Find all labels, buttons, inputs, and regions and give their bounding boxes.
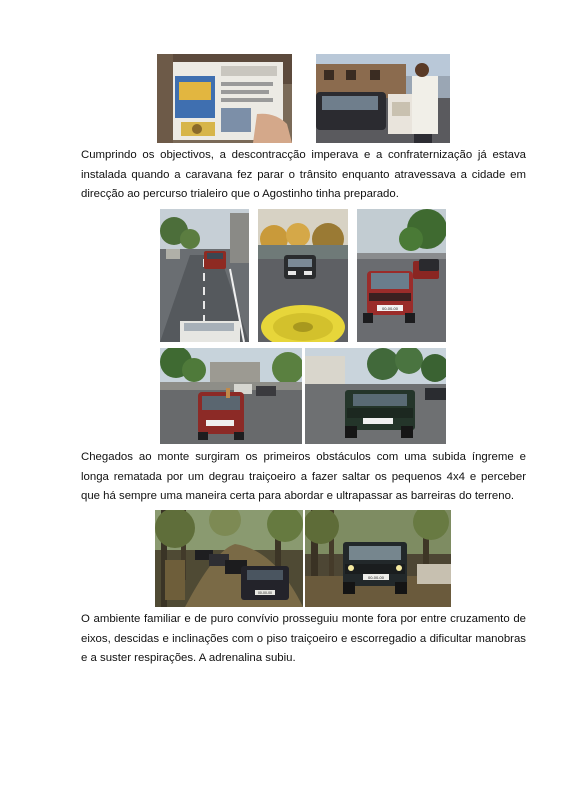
photo-spare-wheel-view	[258, 209, 348, 342]
red-panda-plate: 00-00-00	[381, 306, 399, 311]
paragraph-2: Chegados ao monte surgiram os primeiros obstáculos com uma subida íngreme e longa rematada por um degrau traiçoeiro a fazer saltar os pequenos 4x4 e perceber que há sempre uma maneira certa para abordar e ultrapassar as barreiras do terreno.	[81, 451, 526, 502]
paragraph-3: O ambiente familiar e de puro convívio prosseguiu monte fora por entre cruzamento de eixos, descidas e inclinações com o piso traiçoeiro e escorregadio a dificultar manobras e a suster respirações. A adrenalina subiu.	[81, 613, 526, 664]
photo-city-street-red-car	[160, 209, 249, 342]
photo-4x4-in-forest	[305, 510, 451, 607]
photo-green-4x4-street	[305, 348, 446, 444]
photo-roadbook-papers	[157, 54, 292, 143]
photo-man-reading-street	[316, 54, 450, 143]
photo-red-panda-front	[357, 209, 446, 342]
photo-red-car-intersection	[160, 348, 302, 444]
paragraph-1: Cumprindo os objectivos, a descontracção imperava e a confraternização já estava instalada quando a caravana fez parar o trânsito enquanto atravessava a cidade em direcção ao percurso trialeiro que o Agostinho tinha preparado.	[81, 149, 526, 200]
forest-car-plate: 00-00-00	[257, 591, 273, 595]
green-4x4-plate: 00-00-00	[367, 575, 385, 580]
photo-convoy-forest-trail	[155, 510, 303, 607]
